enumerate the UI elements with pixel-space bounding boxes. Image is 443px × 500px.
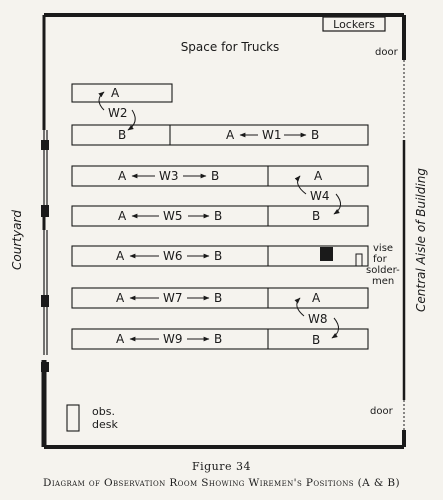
w5-a-label: A bbox=[118, 209, 127, 223]
w2-label: W2 bbox=[108, 106, 128, 120]
w1-a-label: A bbox=[226, 128, 235, 142]
w2-a-label: A bbox=[111, 86, 120, 100]
door-bottom-label: door bbox=[370, 406, 393, 417]
vise-small-box bbox=[356, 254, 362, 266]
vise-label-2: for bbox=[373, 254, 387, 265]
figure-title: Figure 34 bbox=[191, 460, 252, 473]
door-top-label: door bbox=[375, 47, 398, 58]
w8-b-label: B bbox=[312, 333, 321, 347]
w9-b-label: B bbox=[214, 332, 223, 346]
w8-a-label: A bbox=[312, 291, 321, 305]
bench-1 bbox=[72, 84, 172, 102]
w8-curve-arrow-down bbox=[332, 318, 339, 338]
w3-a-label: A bbox=[118, 169, 127, 183]
vise-label-3: solder- bbox=[366, 265, 400, 276]
vise-label-1: vise bbox=[373, 243, 394, 254]
w6-label: W6 bbox=[163, 249, 183, 263]
window-posts bbox=[41, 140, 49, 372]
obs-desk bbox=[67, 405, 79, 431]
vise-label-4: men bbox=[372, 276, 395, 287]
w8-curve-arrow-up bbox=[297, 298, 304, 316]
w4-label: W4 bbox=[310, 189, 330, 203]
w7-a-label: A bbox=[116, 291, 125, 305]
window-post bbox=[41, 140, 49, 150]
w7-label: W7 bbox=[163, 291, 183, 305]
w8-label: W8 bbox=[308, 312, 328, 326]
room-walls bbox=[44, 15, 404, 447]
central-aisle-label: Central Aisle of Building bbox=[414, 168, 428, 312]
w3-label: W3 bbox=[159, 169, 179, 183]
w2-curve-arrow-up bbox=[99, 92, 104, 110]
bench-3 bbox=[72, 166, 368, 186]
w9-a-label: A bbox=[116, 332, 125, 346]
w4-curve-arrow-down bbox=[334, 194, 341, 214]
obs-desk-label-2: desk bbox=[92, 418, 118, 431]
obs-desk-label-1: obs. bbox=[92, 405, 115, 418]
figure-caption: Diagram of Observation Room Showing Wiremen's Positions (A & B) bbox=[43, 477, 400, 489]
w1-b-label: B bbox=[311, 128, 320, 142]
vise-block bbox=[320, 247, 333, 261]
w4-b-label: B bbox=[312, 209, 321, 223]
w2-b-label: B bbox=[118, 128, 127, 142]
window-post bbox=[41, 295, 49, 307]
w6-a-label: A bbox=[116, 249, 125, 263]
window-post bbox=[41, 205, 49, 217]
w1-label: W1 bbox=[262, 128, 282, 142]
space-for-trucks-label: Space for Trucks bbox=[180, 40, 280, 54]
w9-label: W9 bbox=[163, 332, 183, 346]
w5-label: W5 bbox=[163, 209, 183, 223]
bench-2 bbox=[72, 125, 368, 145]
w2-curve-arrow-down bbox=[128, 110, 135, 130]
w4-a-label: A bbox=[314, 169, 323, 183]
w3-b-label: B bbox=[211, 169, 220, 183]
lockers-label: Lockers bbox=[333, 18, 375, 31]
w5-b-label: B bbox=[214, 209, 223, 223]
w4-curve-arrow-up bbox=[298, 176, 306, 194]
window-post bbox=[41, 362, 49, 372]
courtyard-label: Courtyard bbox=[10, 210, 24, 270]
w7-b-label: B bbox=[214, 291, 223, 305]
w6-b-label: B bbox=[214, 249, 223, 263]
